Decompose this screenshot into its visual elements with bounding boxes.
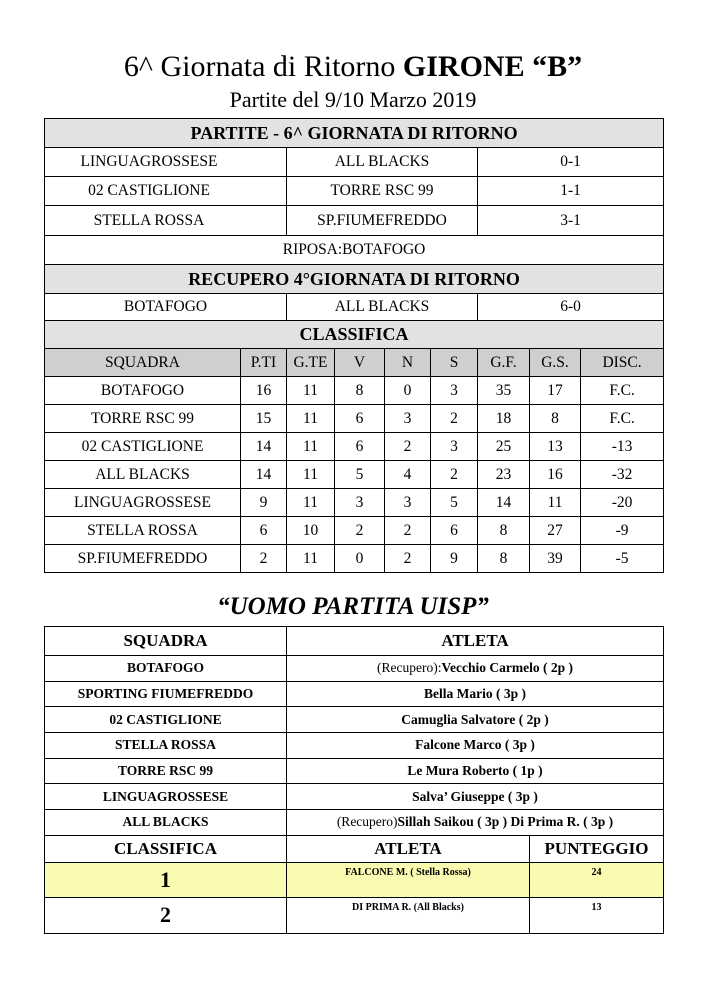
- col-perse: S: [431, 349, 478, 377]
- standings-team: STELLA ROSSA: [45, 517, 241, 545]
- standings-gol-subiti: 11: [530, 489, 581, 517]
- ranking-position: 2: [45, 897, 287, 933]
- uomo-athlete: Le Mura Roberto ( 1p ): [407, 763, 543, 779]
- uomo-team: TORRE RSC 99: [45, 758, 287, 784]
- standings-punti: 2: [241, 545, 287, 573]
- col-gol-subiti: G.S.: [530, 349, 581, 377]
- standings-disciplina: -20: [581, 489, 664, 517]
- standings-gol-fatti: 23: [478, 461, 530, 489]
- standings-punti: 16: [241, 377, 287, 405]
- col-squadra: SQUADRA: [45, 349, 241, 377]
- uomo-row: [45, 784, 664, 810]
- standings-punti: 9: [241, 489, 287, 517]
- standings-vinte: 0: [335, 545, 385, 573]
- match-score: 0-1: [478, 148, 664, 177]
- col-classifica: CLASSIFICA: [45, 835, 287, 862]
- standings-nulle: 3: [385, 405, 431, 433]
- recovery-score: 6-0: [478, 294, 664, 321]
- col-gol-fatti: G.F.: [478, 349, 530, 377]
- standings-gol-fatti: 25: [478, 433, 530, 461]
- standings-team: SP.FIUMEFREDDO: [45, 545, 241, 573]
- col-squadra: SQUADRA: [45, 627, 287, 656]
- match-row: [45, 177, 664, 206]
- col-vinte: V: [335, 349, 385, 377]
- match-row: [45, 148, 664, 177]
- standings-team: 02 CASTIGLIONE: [45, 433, 241, 461]
- standings-perse: 3: [431, 377, 478, 405]
- uomo-row: [45, 656, 664, 682]
- standings-perse: 9: [431, 545, 478, 573]
- standings-gol-fatti: 14: [478, 489, 530, 517]
- standings-vinte: 2: [335, 517, 385, 545]
- match-row: [45, 206, 664, 236]
- standings-team: BOTAFOGO: [45, 377, 241, 405]
- ranking-athlete: FALCONE M. ( Stella Rossa): [287, 862, 530, 897]
- match-away: SP.FIUMEFREDDO: [287, 206, 478, 236]
- uomo-prefix: (Recupero):: [377, 660, 442, 676]
- standings-gol-subiti: 8: [530, 405, 581, 433]
- results-standings-table: [44, 118, 664, 573]
- standings-disciplina: -9: [581, 517, 664, 545]
- uomo-row: [45, 681, 664, 707]
- standings-gare: 11: [287, 545, 335, 573]
- uomo-athlete: Falcone Marco ( 3p ): [415, 737, 535, 753]
- uomo-row: [45, 733, 664, 759]
- standings-gol-subiti: 13: [530, 433, 581, 461]
- standings-nulle: 3: [385, 489, 431, 517]
- col-atleta: ATLETA: [287, 835, 530, 862]
- col-gare: G.TE: [287, 349, 335, 377]
- standings-gol-subiti: 16: [530, 461, 581, 489]
- standings-vinte: 3: [335, 489, 385, 517]
- standings-team: ALL BLACKS: [45, 461, 241, 489]
- uomo-athlete: Camuglia Salvatore ( 2p ): [401, 711, 549, 727]
- standings-gol-fatti: 35: [478, 377, 530, 405]
- standings-gare: 10: [287, 517, 335, 545]
- uomo-athlete-cell: [287, 656, 664, 682]
- standings-row: [45, 377, 664, 405]
- ranking-points: 24: [530, 862, 664, 897]
- standings-nulle: 2: [385, 545, 431, 573]
- col-nulle: N: [385, 349, 431, 377]
- uomo-row: [45, 758, 664, 784]
- match-away: TORRE RSC 99: [287, 177, 478, 206]
- standings-nulle: 2: [385, 517, 431, 545]
- standings-gare: 11: [287, 461, 335, 489]
- uomo-athlete: Sillah Saikou ( 3p ) Di Prima R. ( 3p ): [397, 814, 614, 830]
- match-home: STELLA ROSSA: [93, 211, 205, 229]
- uomo-athlete-cell: [287, 681, 664, 707]
- match-score: 1-1: [478, 177, 664, 206]
- recovery-home: BOTAFOGO: [45, 294, 287, 321]
- match-away: ALL BLACKS: [287, 148, 478, 177]
- standings-nulle: 4: [385, 461, 431, 489]
- standings-perse: 2: [431, 461, 478, 489]
- standings-perse: 3: [431, 433, 478, 461]
- standings-header-row: [45, 349, 664, 377]
- standings-row: [45, 517, 664, 545]
- standings-punti: 14: [241, 433, 287, 461]
- standings-disciplina: F.C.: [581, 405, 664, 433]
- standings-gare: 11: [287, 405, 335, 433]
- standings-disciplina: F.C.: [581, 377, 664, 405]
- page-title: 6^ Giornata di Ritorno GIRONE “B”: [123, 50, 583, 83]
- standings-row: [45, 489, 664, 517]
- standings-vinte: 8: [335, 377, 385, 405]
- standings-gare: 11: [287, 433, 335, 461]
- standings-team: LINGUAGROSSESE: [45, 489, 241, 517]
- uomo-team: STELLA ROSSA: [45, 733, 287, 759]
- standings-perse: 5: [431, 489, 478, 517]
- col-disciplina: DISC.: [581, 349, 664, 377]
- standings-disciplina: -13: [581, 433, 664, 461]
- standings-perse: 6: [431, 517, 478, 545]
- uomo-athlete-cell: [287, 707, 664, 733]
- standings-punti: 6: [241, 517, 287, 545]
- standings-perse: 2: [431, 405, 478, 433]
- standings-gare: 11: [287, 489, 335, 517]
- page-subtitle: Partite del 9/10 Marzo 2019: [229, 87, 477, 112]
- uomo-athlete: Bella Mario ( 3p ): [424, 686, 526, 702]
- uomo-partita-heading: “UOMO PARTITA UISP”: [217, 593, 489, 620]
- girone-label: GIRONE “B”: [402, 50, 583, 83]
- rest-team: RIPOSA:BOTAFOGO: [45, 236, 664, 265]
- standings-nulle: 0: [385, 377, 431, 405]
- ranking-athlete: DI PRIMA R. (All Blacks): [287, 897, 530, 933]
- col-atleta: ATLETA: [287, 627, 664, 656]
- match-score: 3-1: [478, 206, 664, 236]
- recovery-away: ALL BLACKS: [287, 294, 478, 321]
- standings-gare: 11: [287, 377, 335, 405]
- standings-row: [45, 545, 664, 573]
- uomo-team: SPORTING FIUMEFREDDO: [45, 681, 287, 707]
- uomo-prefix: (Recupero): [336, 814, 398, 830]
- ranking-points: 13: [530, 897, 664, 933]
- col-punti: P.TI: [241, 349, 287, 377]
- match-home: 02 CASTIGLIONE: [88, 182, 210, 199]
- uomo-athlete: Salva’ Giuseppe ( 3p ): [412, 788, 538, 804]
- uomo-athlete: Vecchio Carmelo ( 2p ): [441, 660, 573, 676]
- uomo-team: BOTAFOGO: [45, 656, 287, 682]
- standings-disciplina: -5: [581, 545, 664, 573]
- standings-vinte: 6: [335, 433, 385, 461]
- standings-gol-fatti: 18: [478, 405, 530, 433]
- standings-nulle: 2: [385, 433, 431, 461]
- standings-gol-subiti: 27: [530, 517, 581, 545]
- recovery-row: [45, 294, 664, 321]
- standings-team: TORRE RSC 99: [45, 405, 241, 433]
- standings-vinte: 6: [335, 405, 385, 433]
- results-heading: PARTITE - 6^ GIORNATA DI RITORNO: [45, 119, 664, 148]
- standings-disciplina: -32: [581, 461, 664, 489]
- uomo-team: LINGUAGROSSESE: [45, 784, 287, 810]
- standings-row: [45, 433, 664, 461]
- ranking-position: 1: [45, 862, 287, 897]
- uomo-partita-table: [44, 626, 664, 934]
- uomo-athlete-cell: [287, 733, 664, 759]
- standings-gol-subiti: 17: [530, 377, 581, 405]
- standings-gol-fatti: 8: [478, 517, 530, 545]
- uomo-athlete-cell: [287, 784, 664, 810]
- standings-row: [45, 461, 664, 489]
- ranking-row: [45, 897, 664, 933]
- uomo-row: [45, 810, 664, 836]
- recovery-heading: RECUPERO 4°GIORNATA DI RITORNO: [45, 265, 664, 294]
- standings-gol-fatti: 8: [478, 545, 530, 573]
- standings-vinte: 5: [335, 461, 385, 489]
- standings-punti: 14: [241, 461, 287, 489]
- uomo-athlete-cell: [287, 810, 664, 836]
- uomo-team: 02 CASTIGLIONE: [45, 707, 287, 733]
- ranking-row: [45, 862, 664, 897]
- uomo-team: ALL BLACKS: [45, 810, 287, 836]
- standings-heading: CLASSIFICA: [45, 321, 664, 349]
- standings-row: [45, 405, 664, 433]
- uomo-athlete-cell: [287, 758, 664, 784]
- uomo-row: [45, 707, 664, 733]
- match-home: LINGUAGROSSESE: [80, 153, 218, 170]
- standings-gol-subiti: 39: [530, 545, 581, 573]
- col-punteggio: PUNTEGGIO: [530, 835, 664, 862]
- standings-punti: 15: [241, 405, 287, 433]
